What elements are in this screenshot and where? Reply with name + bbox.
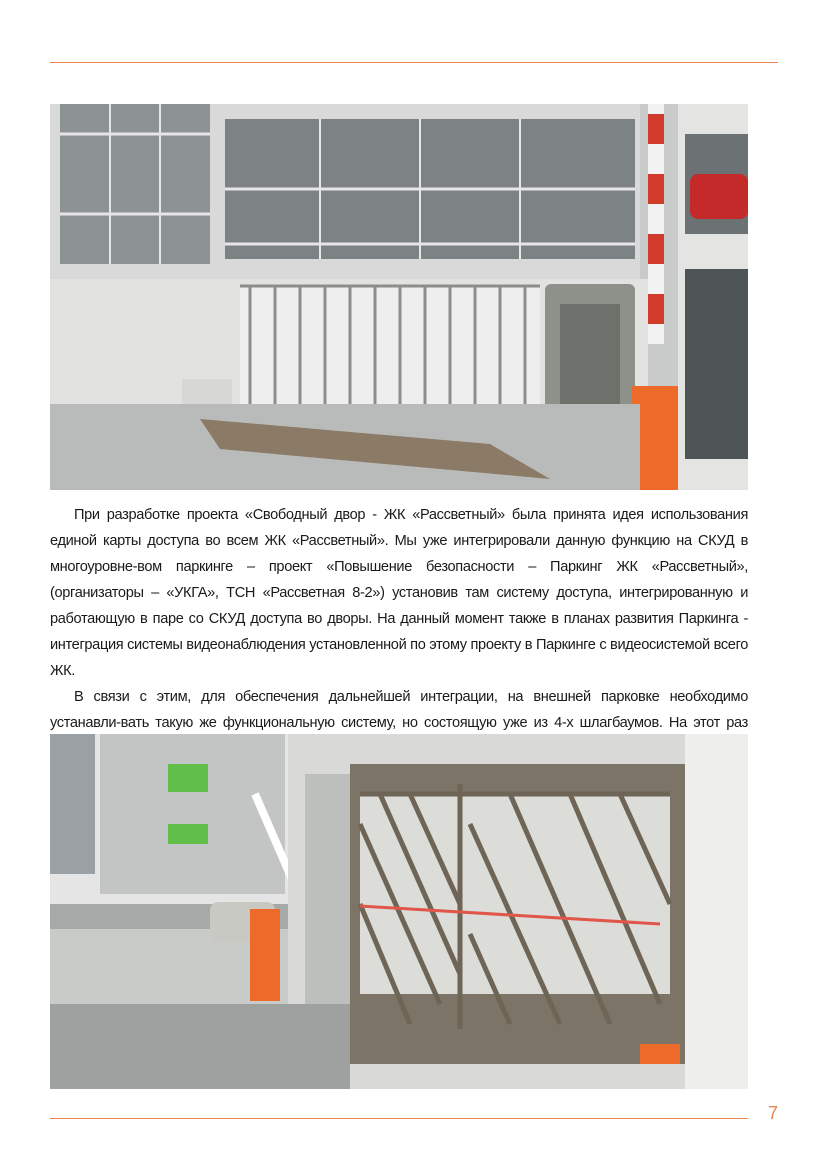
photo-icon: [50, 734, 748, 1089]
paragraph: При разработке проекта «Свободный двор - ЖК «Рассветный» была принята идея использования единой карты доступа во всем ЖК «Рассветный». Мы уже интегрировали данную функцию на СКУД в многоуровне-вом паркинге – проект «Повышение безопасности – Паркинг ЖК «Рассветный», (организаторы – «УКГА», ТСН «Рассветная 8-2») установив там систему доступа, интегрированную и работающую в паре со СКУД доступа во дворы. На данный момент также в планах развития Паркинга - интеграция системы видеонаблюдения установленной по этому проекту в Паркинге с видеосистемой всего ЖК.: [50, 507, 748, 679]
footer-rule: [50, 1118, 748, 1119]
barrier-gate-photo: [50, 734, 748, 1089]
header-rule: [50, 62, 778, 63]
parking-gate-photo: [50, 104, 748, 490]
photo-icon: [50, 104, 748, 490]
body-text: [50, 502, 748, 762]
page-number: 7: [767, 1103, 778, 1123]
paragraph: В связи с этим, для обеспечения дальнейшей интеграции, на внешней парковке необходимо устанавли-вать такую же функциональную систему, но состоящую уже из 4-х шлагбаумов. На этот раз: [50, 689, 748, 731]
